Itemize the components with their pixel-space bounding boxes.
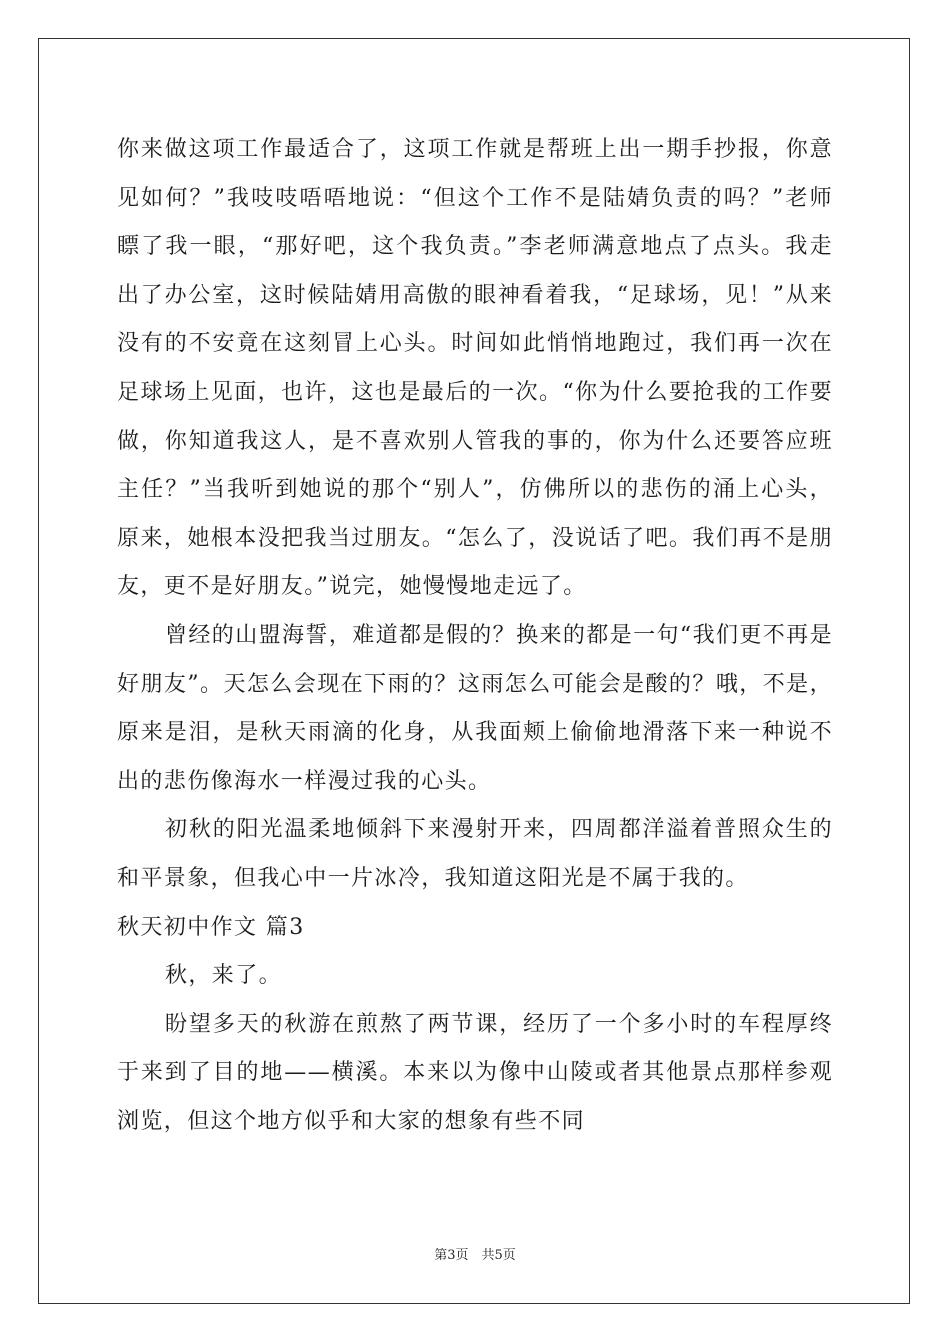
section-heading: 秋天初中作文 篇3 bbox=[117, 914, 305, 940]
paragraph: 秋，来了。 bbox=[165, 963, 283, 989]
document-body bbox=[117, 126, 833, 1146]
paragraph: 初秋的阳光温柔地倾斜下来漫射开来，四周都洋溢着普照众生的和平景象，但我心中一片冰冷，我知道这阳光是不属于我的。 bbox=[117, 817, 833, 891]
paragraph: 曾经的山盟海誓，难道都是假的？换来的都是一句“我们更不再是好朋友”。天怎么会现在下雨的？这雨怎么可能会是酸的？哦，不是，原来是泪，是秋天雨滴的化身，从我面颊上偷偷地滑落下来一种说不出的悲伤像海水一样漫过我的心头。 bbox=[117, 622, 833, 794]
page-number: 第3页 共5页 bbox=[434, 1248, 516, 1263]
paragraph: 你来做这项工作最适合了，这项工作就是帮班上出一期手抄报，你意见如何？”我吱吱唔唔地说：“但这个工作不是陆婧负责的吗？”老师瞟了我一眼，“那好吧，这个我负责。”李老师满意地点了点头。我走出了办公室，这时候陆婧用高傲的眼神看着我，“足球场，见！”从来没有的不安竟在这刻冒上心头。时间如此悄悄地跑过，我们再一次在足球场上见面，也许，这也是最后的一次。“你为什么要抢我的工作要做，你知道我这人，是不喜欢别人管我的事的，你为什么还要答应班主任？”当我听到她说的那个“别人”，仿佛所以的悲伤的涌上心头，原来，她根本没把我当过朋友。“怎么了，没说话了吧。我们再不是朋友，更不是好朋友。”说完，她慢慢地走远了。 bbox=[117, 137, 833, 600]
paragraph: 盼望多天的秋游在煎熬了两节课，经历了一个多小时的车程厚终于来到了目的地——横溪。本来以为像中山陵或者其他景点那样参观浏览，但这个地方似乎和大家的想象有些不同 bbox=[117, 1011, 833, 1134]
